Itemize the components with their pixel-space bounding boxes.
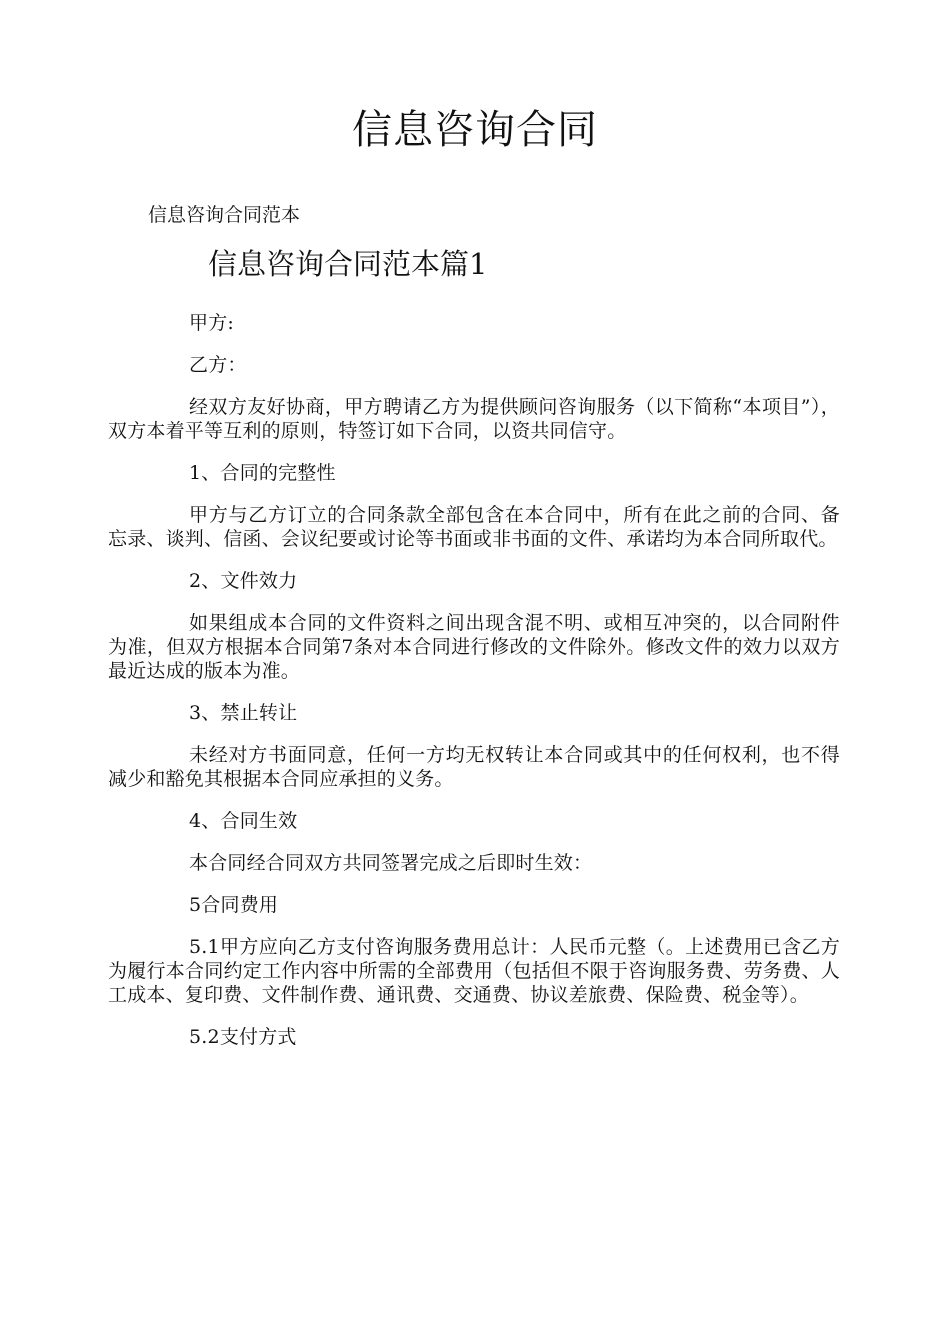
party-b-line: 乙方： bbox=[189, 354, 247, 376]
clause-heading-4: 4、合同生效 bbox=[189, 810, 298, 832]
clause-paragraph-3: 未经对方书面同意，任何一方均无权转让本合同或其中的任何权利，也不得减少和豁免其根据本合同应承担的义务。 bbox=[108, 744, 840, 790]
clause-heading-2: 2、文件效力 bbox=[189, 570, 298, 592]
clause-paragraph-4: 本合同经合同双方共同签署完成之后即时生效： bbox=[189, 852, 593, 874]
preamble-paragraph: 经双方友好协商，甲方聘请乙方为提供顾问咨询服务（以下简称“本项目”），双方本着平等互利的原则，特签订如下合同，以资共同信守。 bbox=[108, 396, 840, 442]
clause-paragraph-5-1: 5.1甲方应向乙方支付咨询服务费用总计：人民币元整（。上述费用已含乙方为履行本合同约定工作内容中所需的全部费用（包括但不限于咨询服务费、劳务费、人工成本、复印费、文件制作费、通讯费、交通费、协议差旅费、保险费、税金等）。 bbox=[108, 936, 840, 1006]
clause-heading-1: 1、合同的完整性 bbox=[189, 462, 336, 484]
clause-heading-3: 3、禁止转让 bbox=[189, 702, 298, 724]
document-title: 信息咨询合同 bbox=[352, 107, 598, 153]
document-subtitle: 信息咨询合同范本 bbox=[148, 204, 301, 226]
clause-paragraph-1: 甲方与乙方订立的合同条款全部包含在本合同中，所有在此之前的合同、备忘录、谈判、信函、会议纪要或讨论等书面或非书面的文件、承诺均为本合同所取代。 bbox=[108, 504, 840, 550]
clause-paragraph-2: 如果组成本合同的文件资料之间出现含混不明、或相互冲突的，以合同附件为准，但双方根据本合同第7条对本合同进行修改的文件除外。修改文件的效力以双方最近达成的版本为准。 bbox=[108, 612, 840, 682]
section-heading: 信息咨询合同范本篇1 bbox=[208, 247, 488, 281]
clause-heading-5-2: 5.2支付方式 bbox=[189, 1026, 297, 1048]
party-a-line: 甲方: bbox=[189, 312, 235, 334]
document-body bbox=[108, 311, 840, 1067]
clause-heading-5: 5合同费用 bbox=[189, 894, 279, 916]
